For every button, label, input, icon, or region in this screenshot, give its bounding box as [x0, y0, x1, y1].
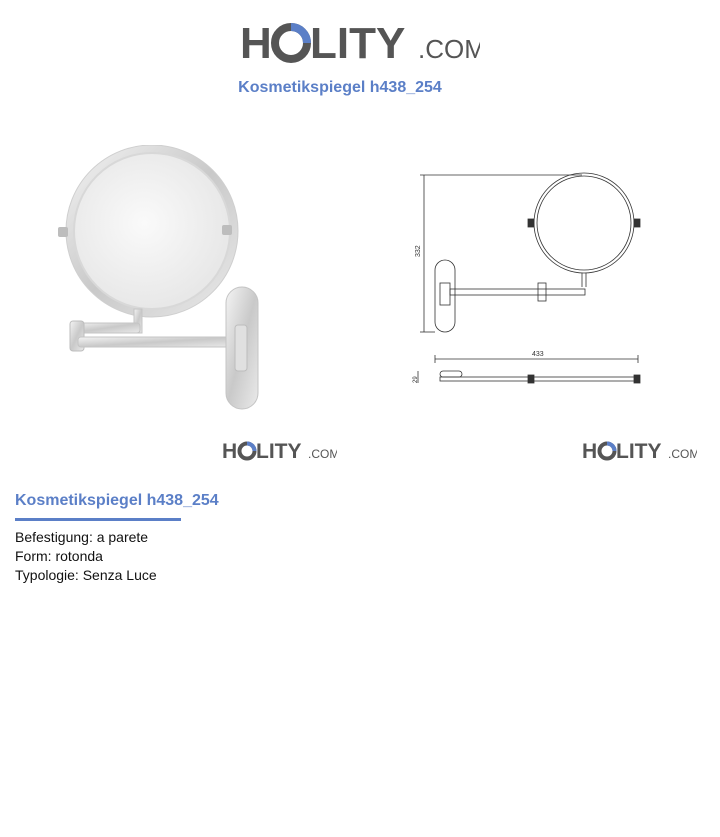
holity-logo[interactable] [240, 10, 480, 66]
page-title: Kosmetikspiegel h438_254 [238, 79, 442, 96]
holity-logo-small [222, 436, 337, 464]
svg-text:H: H [222, 440, 238, 463]
product-photo [50, 145, 265, 415]
svg-text:H: H [582, 440, 598, 463]
section-title: Kosmetikspiegel h438_254 [15, 492, 219, 509]
attribute-typologie: Typologie: Senza Luce [15, 567, 157, 583]
dim-height-label: 332 [415, 245, 422, 257]
logo-letters-lity: LITY [310, 19, 406, 66]
dim-width-label: 433 [532, 351, 544, 358]
technical-drawing [410, 165, 645, 395]
logo-letter-h: H [240, 19, 272, 66]
svg-text:LITY: LITY [256, 440, 302, 463]
holity-logo-small [582, 436, 697, 464]
attribute-befestigung: Befestigung: a parete [15, 529, 149, 545]
logo-com: .COM [418, 34, 480, 64]
technical-drawing-icon [410, 165, 645, 395]
attribute-list [15, 528, 157, 585]
section-underline [15, 518, 181, 521]
wall-mirror-photo-icon [50, 145, 265, 415]
svg-text:LITY: LITY [616, 440, 662, 463]
dim-depth-label: 29 [413, 376, 419, 383]
svg-text:.COM: .COM [308, 447, 337, 461]
attribute-form: Form: rotonda [15, 548, 103, 564]
logo-o-icon [275, 27, 307, 59]
svg-text:.COM: .COM [668, 447, 697, 461]
